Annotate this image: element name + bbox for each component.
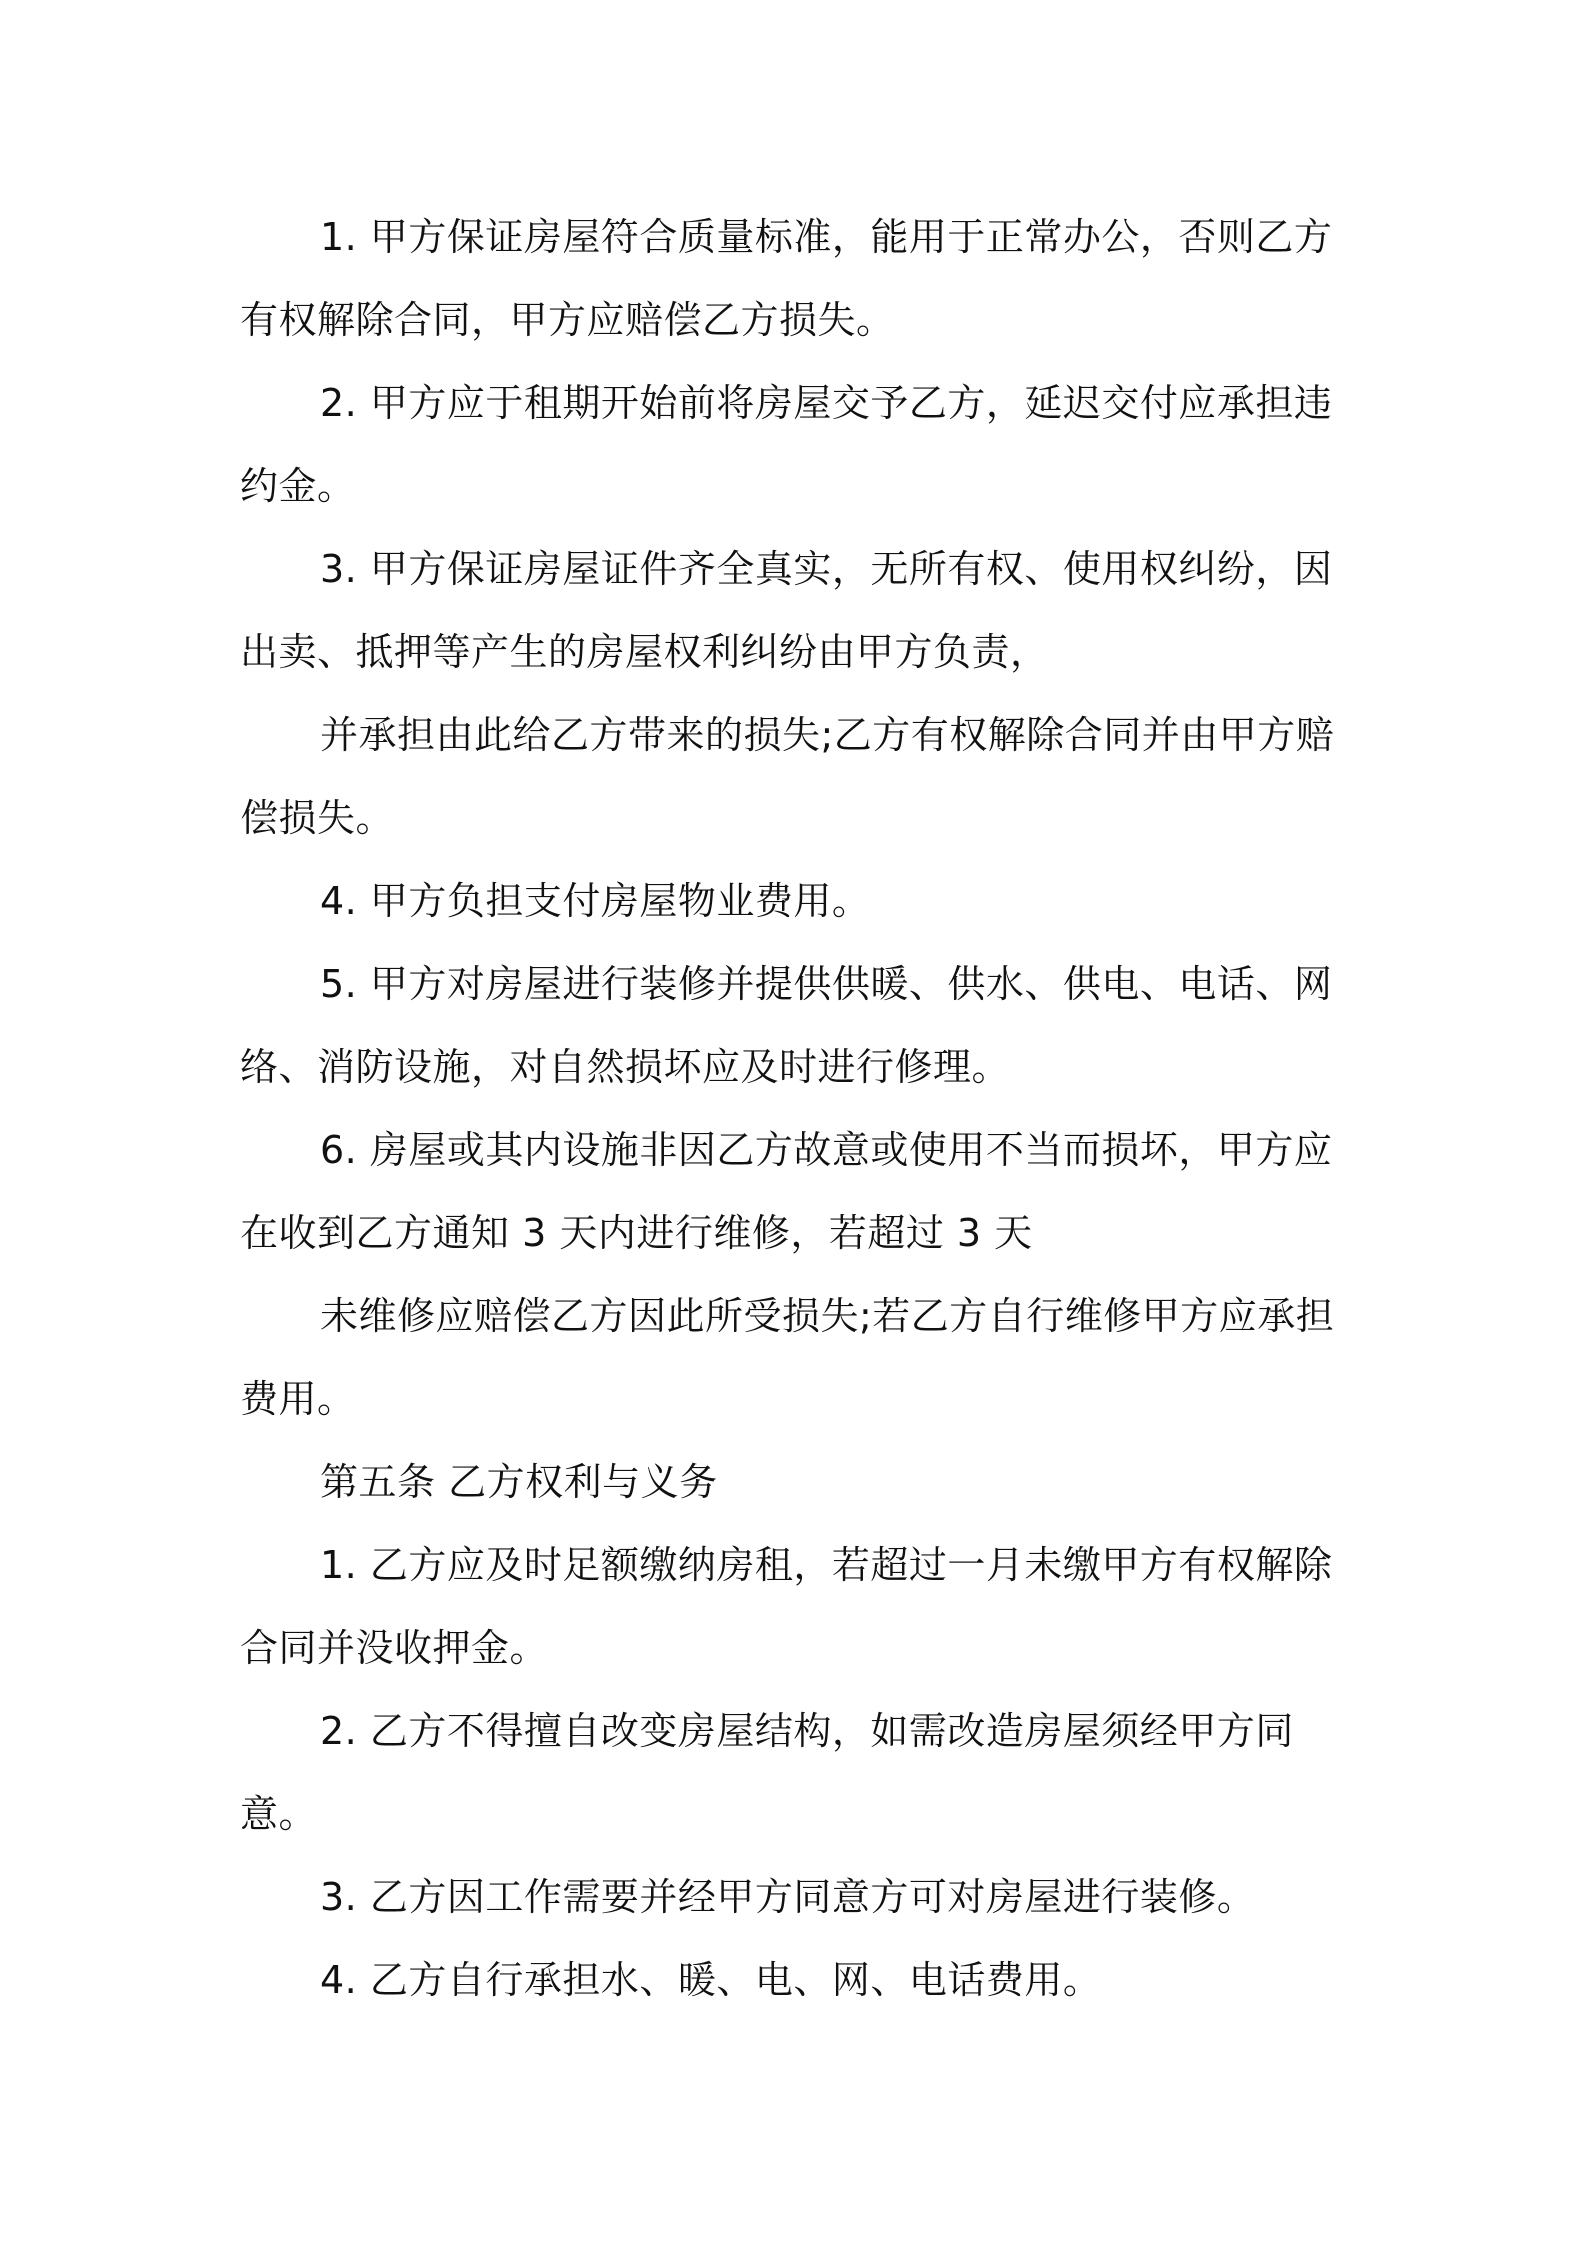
paragraph-landlord-3: 3. 甲方保证房屋证件齐全真实，无所有权、使用权纠纷，因出卖、抵押等产生的房屋权利纠纷由甲方负责， — [240, 547, 1333, 674]
paragraph-landlord-2: 2. 甲方应于租期开始前将房屋交予乙方，延迟交付应承担违约金。 — [240, 381, 1333, 508]
paragraph-landlord-5: 5. 甲方对房屋进行装修并提供供暖、供水、供电、电话、网络、消防设施，对自然损坏应及时进行修理。 — [240, 962, 1333, 1089]
paragraph-landlord-3-cont: 并承担由此给乙方带来的损失;乙方有权解除合同并由甲方赔偿损失。 — [240, 713, 1335, 840]
paragraph-landlord-4: 4. 甲方负担支付房屋物业费用。 — [320, 879, 871, 923]
paragraph-tenant-1: 1. 乙方应及时足额缴纳房租，若超过一月未缴甲方有权解除合同并没收押金。 — [240, 1543, 1333, 1670]
paragraph-tenant-3: 3. 乙方因工作需要并经甲方同意方可对房屋进行装修。 — [320, 1875, 1256, 1919]
paragraph-tenant-4: 4. 乙方自行承担水、暖、电、网、电话费用。 — [320, 1958, 1102, 2002]
paragraph-tenant-2: 2. 乙方不得擅自改变房屋结构，如需改造房屋须经甲方同意。 — [240, 1709, 1294, 1836]
document-body — [240, 196, 1350, 2022]
paragraph-landlord-6: 6. 房屋或其内设施非因乙方故意或使用不当而损坏，甲方应在收到乙方通知 3 天内进行维修，若超过 3 天 — [240, 1128, 1333, 1255]
section-heading-article-5: 第五条 乙方权利与义务 — [320, 1460, 718, 1504]
paragraph-landlord-1: 1. 甲方保证房屋符合质量标准，能用于正常办公，否则乙方有权解除合同，甲方应赔偿乙方损失。 — [240, 215, 1333, 342]
paragraph-landlord-6-cont: 未维修应赔偿乙方因此所受损失;若乙方自行维修甲方应承担费用。 — [240, 1294, 1335, 1421]
